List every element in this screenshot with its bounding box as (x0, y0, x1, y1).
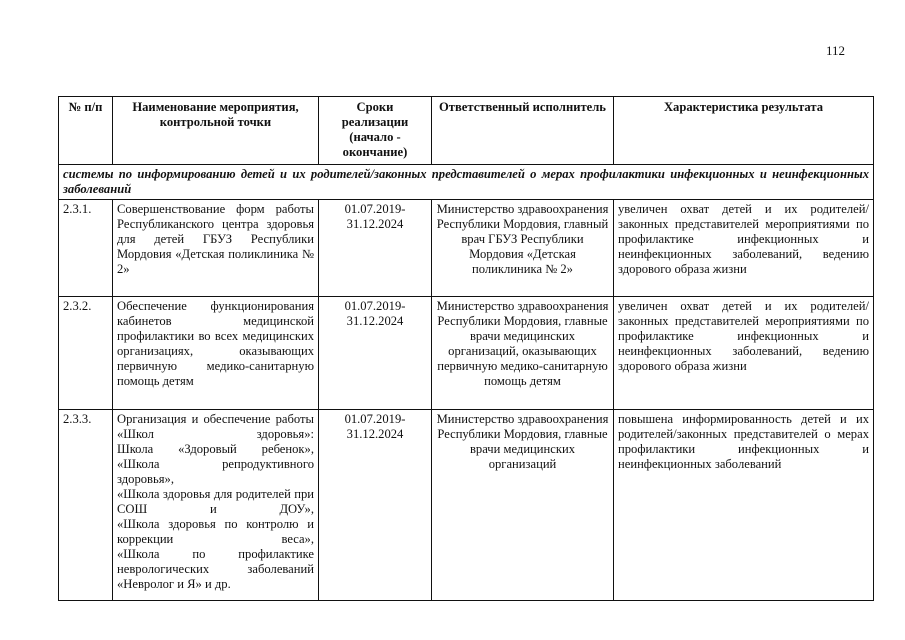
row-result: увеличен охват детей и их родителей/законных представителей мероприятиями по профилактике инфекционных и неинфекционных заболеваний, ведению здорового образа жизни (614, 200, 874, 297)
name-line: «Школа по профилактике неврологических заболеваний «Невролог и Я» и др. (117, 547, 314, 591)
row-result: увеличен охват детей и их родителей/законных представителей мероприятиями по профилактике инфекционных и неинфекционных заболеваний, ведению здорового образа жизни (614, 297, 874, 410)
row-responsible: Министерство здравоохранения Республики Мордовия, главные врачи медицинских организаций (432, 410, 614, 601)
name-line: «Школа репродуктивного здоровья», (117, 457, 314, 486)
table-row (59, 297, 874, 410)
section-row (59, 165, 874, 200)
name-line: Школа «Здоровый ребенок», (117, 442, 314, 456)
name-line: Организация и обеспечение работы «Школ здоровья»: (117, 412, 314, 441)
row-name (113, 410, 319, 601)
row-name: Совершенствование форм работы Республиканского центра здоровья для детей ГБУЗ Республики Мордовия «Детская поликлиника № 2» (113, 200, 319, 297)
header-result: Характеристика результата (614, 97, 874, 165)
row-dates: 01.07.2019-31.12.2024 (319, 200, 432, 297)
row-dates: 01.07.2019-31.12.2024 (319, 410, 432, 601)
table-header-row (59, 97, 874, 165)
name-line: «Школа здоровья по контролю и коррекции веса», (117, 517, 314, 546)
row-num: 2.3.1. (59, 200, 113, 297)
header-dates: Сроки реализации (начало - окончание) (319, 97, 432, 165)
row-result: повышена информированность детей и их родителей/законных представителей о мерах профилактики инфекционных и неинфекционных заболеваний (614, 410, 874, 601)
section-text: системы по информированию детей и их родителей/законных представителей о мерах профилактики инфекционных и неинфекционных заболеваний (59, 165, 874, 200)
table-row (59, 410, 874, 601)
table-row (59, 200, 874, 297)
header-responsible: Ответственный исполнитель (432, 97, 614, 165)
name-line: «Школа здоровья для родителей при СОШ и ДОУ», (117, 487, 314, 516)
measures-table (58, 96, 874, 601)
row-num: 2.3.2. (59, 297, 113, 410)
header-name: Наименование мероприятия, контрольной точки (113, 97, 319, 165)
page-number: 112 (826, 43, 846, 58)
row-responsible: Министерство здравоохранения Республики Мордовия, главный врач ГБУЗ Республики Мордовия «Детская поликлиника № 2» (432, 200, 614, 297)
header-num: № п/п (59, 97, 113, 165)
row-name: Обеспечение функционирования кабинетов медицинской профилактики во всех медицинских организациях, оказывающих первичную медико-санитарную помощь детям (113, 297, 319, 410)
row-responsible: Министерство здравоохранения Республики Мордовия, главные врачи медицинских организаций, оказывающих первичную медико-санитарную помощь детям (432, 297, 614, 410)
row-dates: 01.07.2019-31.12.2024 (319, 297, 432, 410)
row-num: 2.3.3. (59, 410, 113, 601)
